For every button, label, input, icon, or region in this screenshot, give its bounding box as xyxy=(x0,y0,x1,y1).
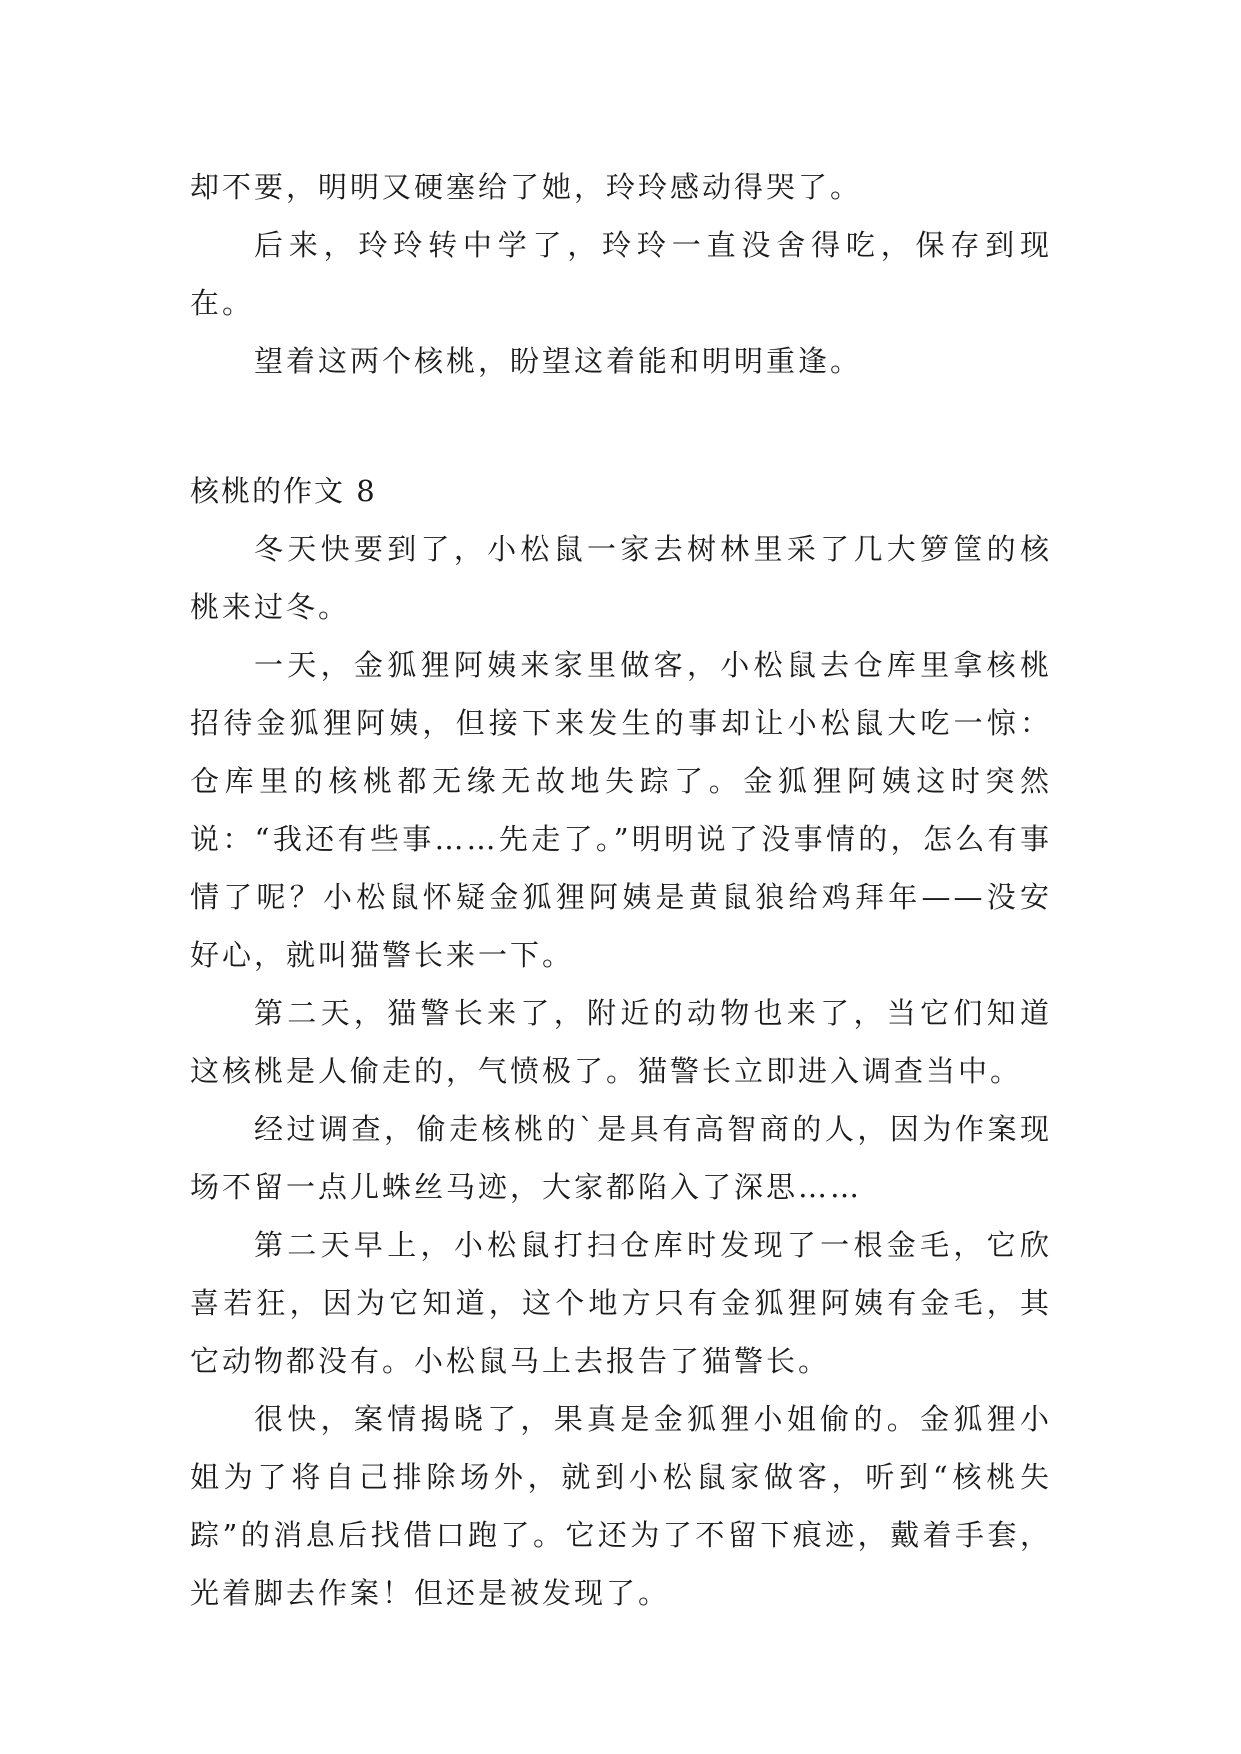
paragraph: 很快，案情揭晓了，果真是金狐狸小姐偷的。金狐狸小姐为了将自己排除场外，就到小松鼠家做客，听到“核桃失踪”的消息后找借口跑了。它还为了不留下痕迹，戴着手套，光着脚去作案！但还是被发现了。 xyxy=(190,1402,1052,1610)
paragraph: 一天，金狐狸阿姨来家里做客，小松鼠去仓库里拿核桃招待金狐狸阿姨，但接下来发生的事却让小松鼠大吃一惊：仓库里的核桃都无缘无故地失踪了。金狐狸阿姨这时突然说：“我还有些事……先走了。”明明说了没事情的，怎么有事情了呢？小松鼠怀疑金狐狸阿姨是黄鼠狼给鸡拜年——没安好心，就叫猫警长来一下。 xyxy=(190,648,1052,972)
continued-paragraph-line: 却不要，明明又硬塞给了她，玲玲感动得哭了。 xyxy=(190,170,863,204)
paragraph: 望着这两个核桃，盼望这着能和明明重逢。 xyxy=(254,344,863,378)
paragraph: 冬天快要到了，小松鼠一家去树林里采了几大箩筐的核桃来过冬。 xyxy=(190,532,1052,624)
paragraph: 第二天，猫警长来了，附近的动物也来了，当它们知道这核桃是人偷走的，气愤极了。猫警长立即进入调查当中。 xyxy=(190,996,1052,1088)
paragraph: 后来，玲玲转中学了，玲玲一直没舍得吃，保存到现在。 xyxy=(190,228,1052,320)
document-body xyxy=(190,158,1052,1622)
section-spacer xyxy=(190,390,1052,462)
paragraph: 第二天早上，小松鼠打扫仓库时发现了一根金毛，它欣喜若狂，因为它知道，这个地方只有金狐狸阿姨有金毛，其它动物都没有。小松鼠马上去报告了猫警长。 xyxy=(190,1228,1052,1378)
paragraph: 经过调查，偷走核桃的`是具有高智商的人，因为作案现场不留一点儿蛛丝马迹，大家都陷入了深思…… xyxy=(190,1112,1052,1204)
section-title: 核桃的作文 8 xyxy=(190,474,377,508)
